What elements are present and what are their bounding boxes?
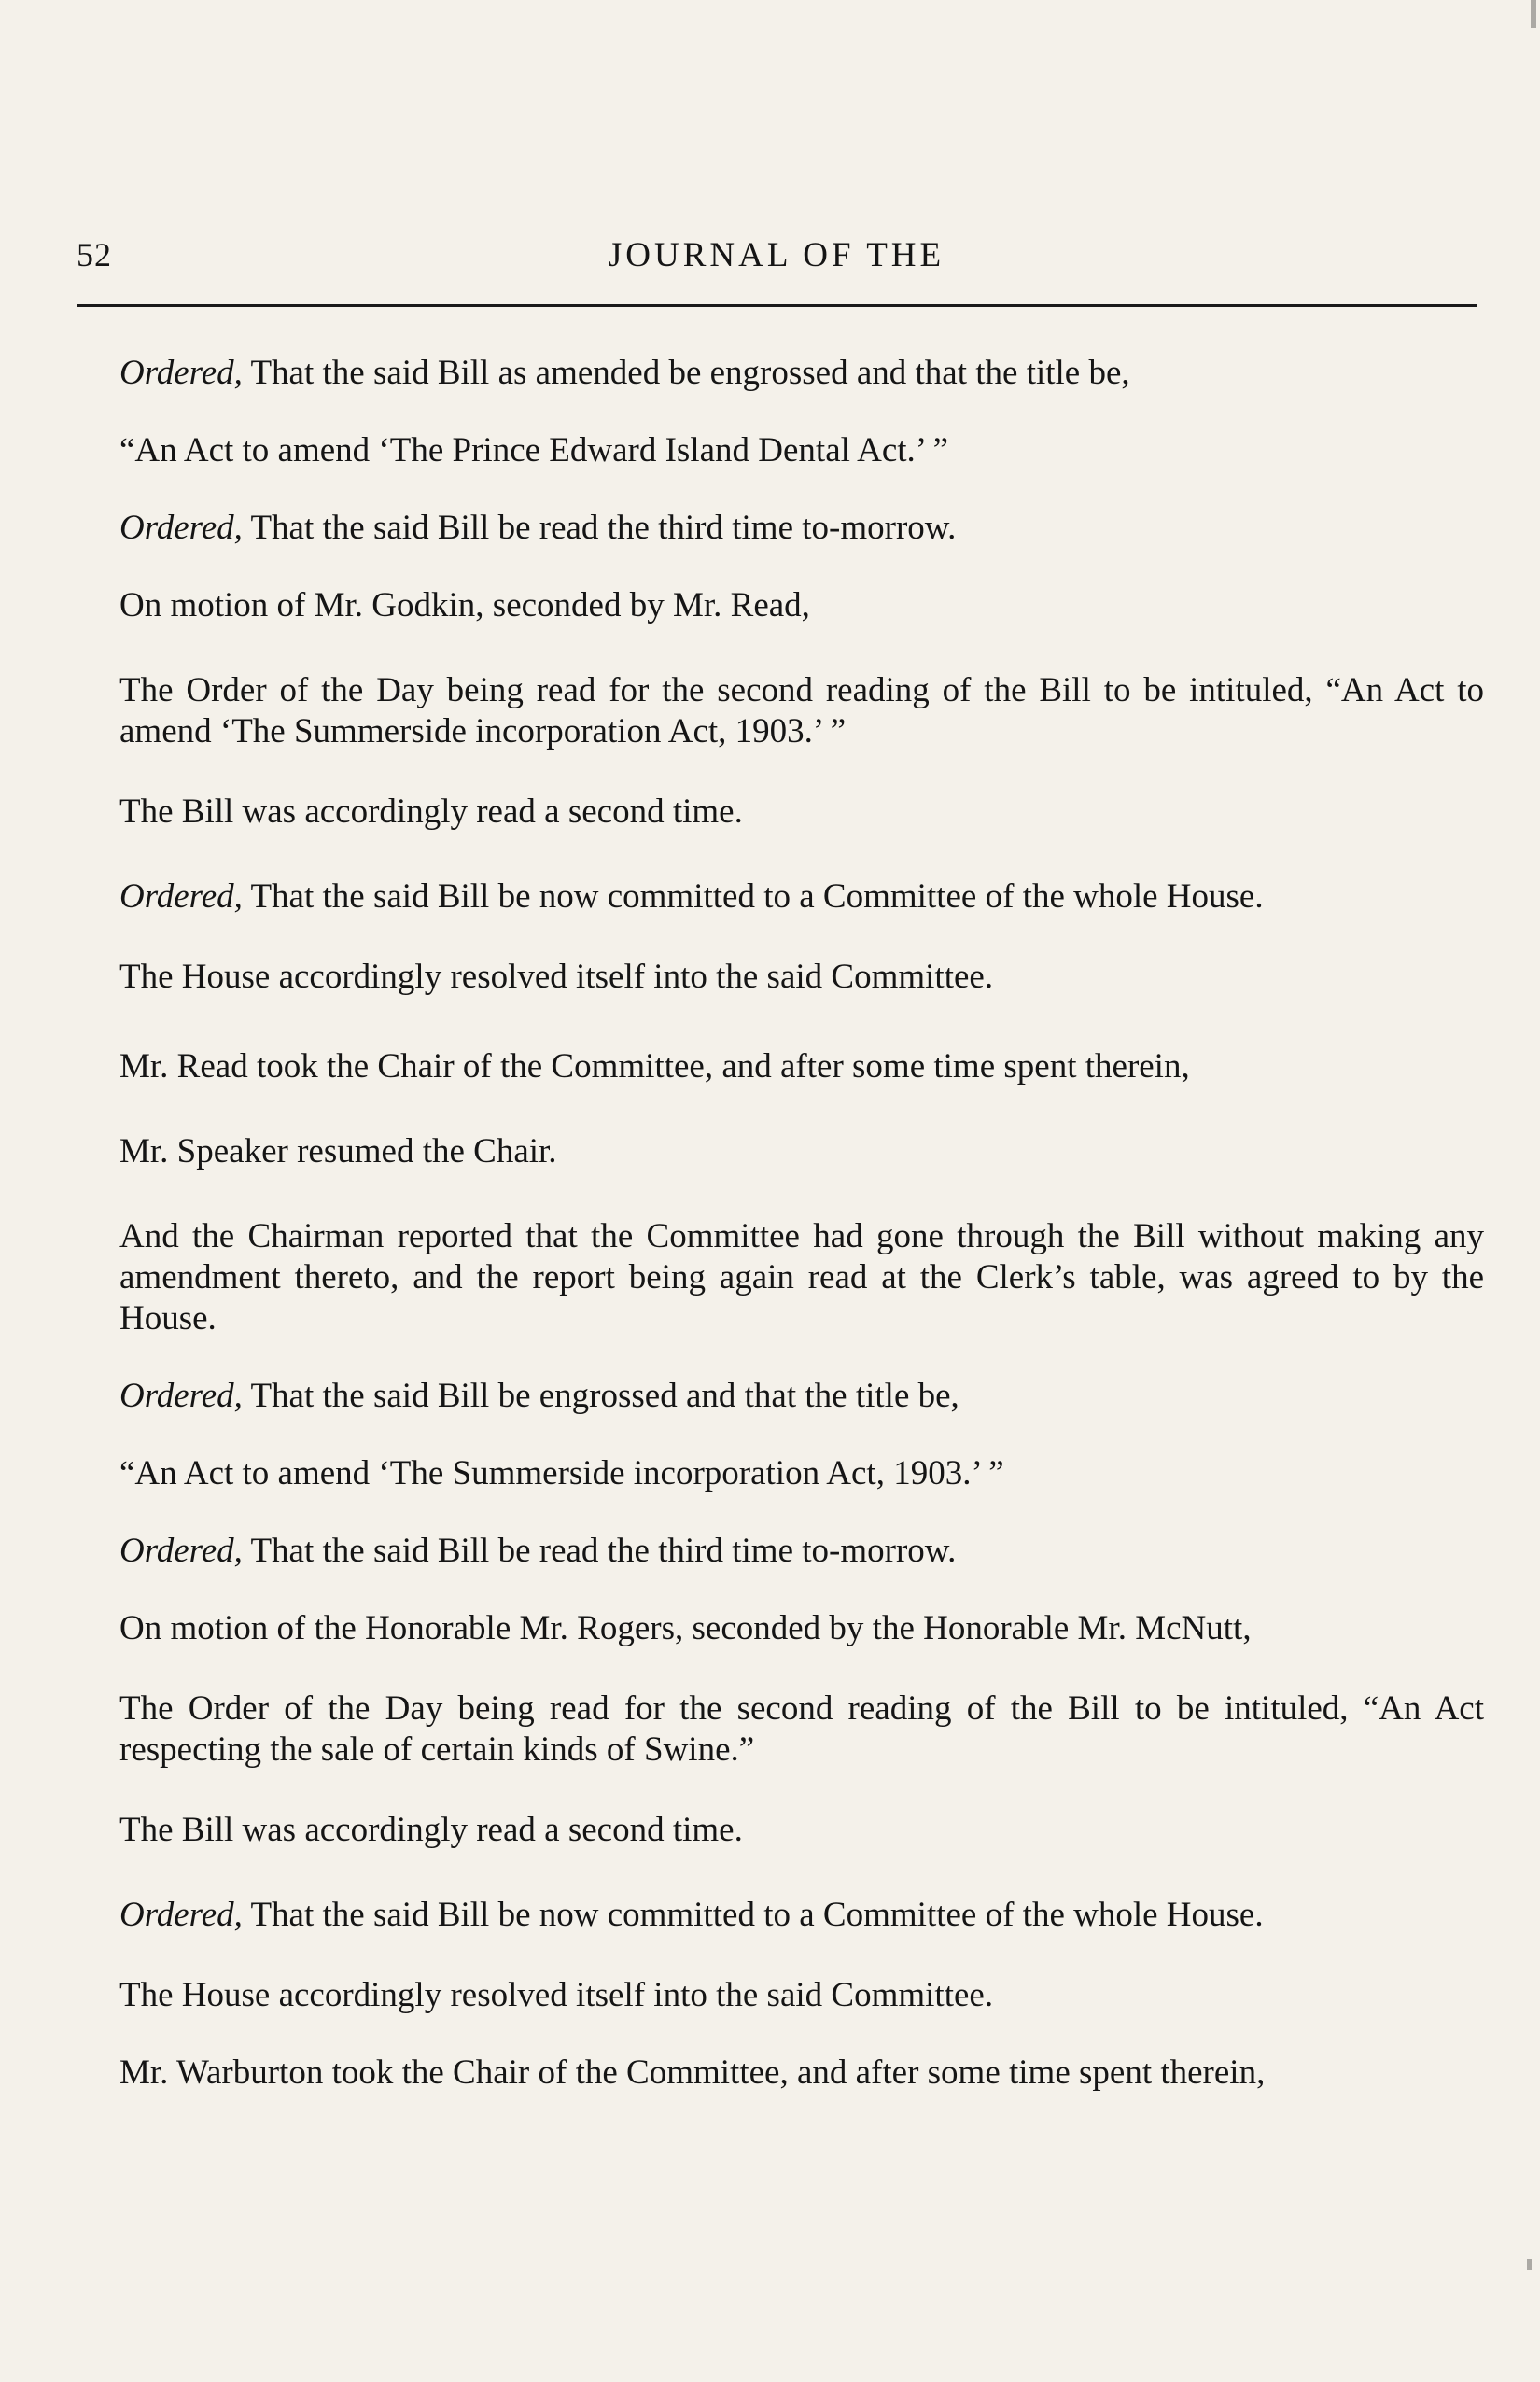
paragraph-text: And the Chairman reported that the Committee had gone through the Bill without making any amendment thereto, and the report being again read at the Clerk’s table, was agreed to by the House. — [119, 1217, 1484, 1338]
paragraph-5 — [84, 670, 1484, 752]
paragraph-2 — [84, 430, 1484, 471]
paragraph-13 — [84, 1453, 1484, 1494]
ordered-label: Ordered, — [119, 1532, 243, 1570]
paragraph-text: That the said Bill be engrossed and that the title be, — [242, 1377, 959, 1415]
paragraph-text: “An Act to amend ‘The Summerside incorporation Act, 1903.’ ” — [119, 1454, 1004, 1492]
paragraph-text: Mr. Speaker resumed the Chair. — [119, 1132, 557, 1170]
paragraph-text: That the said Bill be read the third time to-morrow. — [242, 509, 957, 547]
paragraph-text: That the said Bill be now committed to a Committee of the whole House. — [242, 877, 1264, 916]
page-header — [77, 235, 1477, 291]
paragraph-text: That the said Bill be now committed to a Committee of the whole House. — [242, 1896, 1264, 1934]
paragraph-3 — [84, 508, 1484, 549]
ordered-label: Ordered, — [119, 509, 243, 547]
paragraph-text: The House accordingly resolved itself into the said Committee. — [119, 958, 994, 996]
paragraph-20 — [84, 2053, 1484, 2094]
scan-edge-mark — [1531, 0, 1536, 28]
paragraph-18 — [84, 1895, 1484, 1936]
ordered-label: Ordered, — [119, 1377, 243, 1415]
paragraph-text: On motion of Mr. Godkin, seconded by Mr. Read, — [119, 586, 810, 624]
paragraph-text: The House accordingly resolved itself into the said Committee. — [119, 1976, 994, 2014]
ordered-label: Ordered, — [119, 1896, 243, 1934]
header-rule — [77, 304, 1477, 307]
paragraph-text: The Bill was accordingly read a second time. — [119, 1811, 743, 1849]
paragraph-text: “An Act to amend ‘The Prince Edward Island Dental Act.’ ” — [119, 431, 949, 469]
journal-body — [84, 353, 1484, 2094]
paragraph-text: That the said Bill be read the third time to-morrow. — [242, 1532, 957, 1570]
paragraph-15 — [84, 1608, 1484, 1649]
paragraph-text: Mr. Read took the Chair of the Committee, and after some time spent therein, — [119, 1047, 1190, 1086]
ordered-label: Ordered, — [119, 354, 243, 392]
paragraph-17 — [84, 1810, 1484, 1851]
scan-speck — [1527, 2259, 1532, 2270]
running-head: JOURNAL OF THE — [608, 236, 945, 274]
paragraph-text: That the said Bill as amended be engrossed and that the title be, — [242, 354, 1130, 392]
paragraph-14 — [84, 1531, 1484, 1572]
paragraph-text: The Order of the Day being read for the second reading of the Bill to be intituled, “An Act respecting the sale of certain kinds of Swine.” — [119, 1689, 1484, 1769]
paragraph-6 — [84, 792, 1484, 833]
paragraph-text: On motion of the Honorable Mr. Rogers, seconded by the Honorable Mr. McNutt, — [119, 1609, 1252, 1647]
paragraph-10 — [84, 1131, 1484, 1172]
ordered-label: Ordered, — [119, 877, 243, 916]
page-number: 52 — [77, 236, 112, 273]
paragraph-8 — [84, 957, 1484, 998]
paragraph-19 — [84, 1975, 1484, 2016]
paragraph-16 — [84, 1688, 1484, 1771]
paragraph-1 — [84, 353, 1484, 394]
paragraph-9 — [84, 1046, 1484, 1087]
paragraph-text: The Order of the Day being read for the second reading of the Bill to be intituled, “An Act to amend ‘The Summerside incorporation Act, 1903.’ ” — [119, 671, 1484, 750]
paragraph-12 — [84, 1376, 1484, 1417]
paragraph-4 — [84, 585, 1484, 626]
paragraph-text: The Bill was accordingly read a second time. — [119, 792, 743, 831]
paragraph-7 — [84, 876, 1484, 918]
paragraph-text: Mr. Warburton took the Chair of the Committee, and after some time spent therein, — [119, 2053, 1266, 2092]
paragraph-11 — [84, 1216, 1484, 1339]
